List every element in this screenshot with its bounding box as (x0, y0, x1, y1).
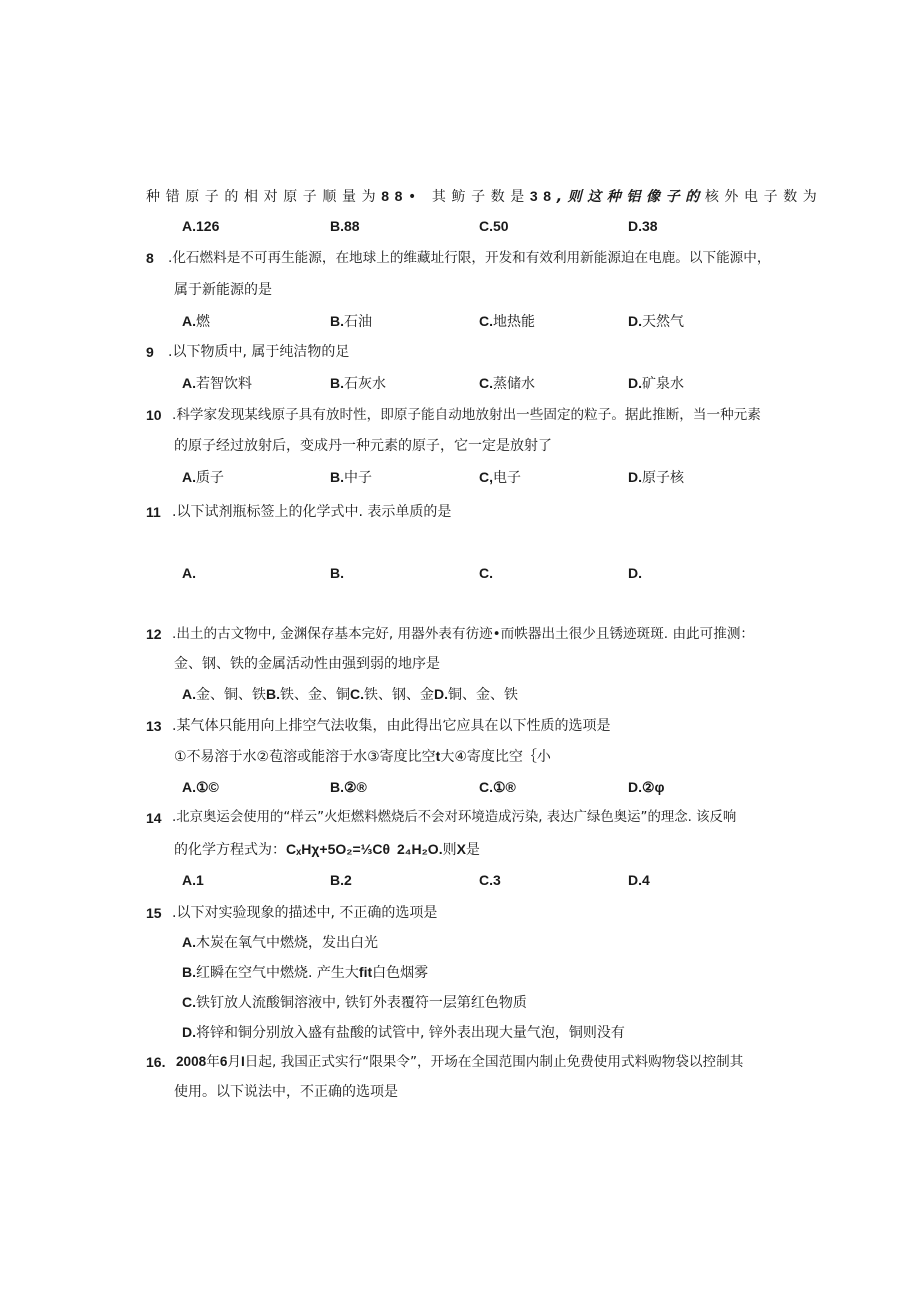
q9-option-d[interactable]: D.矿泉水 (628, 375, 684, 392)
q11-line1: .以下试剂瓶标签上的化学式中. 表示单质的是 (172, 504, 452, 520)
q8-line1: .化石燃料是不可再生能源，在地球上的维藏址行限，开发和有效利用新能源迫在电鹿。以下能源中， (168, 250, 771, 266)
q13-option-a[interactable]: A.①© (182, 779, 219, 795)
q12-option-b[interactable]: B.铁、金、铜 (266, 686, 350, 703)
q9-option-a[interactable]: A.若智饮料 (182, 375, 252, 392)
q15-choice-d[interactable]: D.将锌和铜分别放入盛有盐酸的试管中, 锌外表出现大量气泡，铜则没有 (182, 1024, 625, 1041)
q13-option-b[interactable]: B.②® (330, 779, 367, 795)
q11-option-d[interactable]: D. (628, 565, 642, 581)
q11-option-b[interactable]: B. (330, 565, 344, 581)
q12-option-c[interactable]: C.铁、钢、金 (350, 686, 434, 703)
q12-number: 12 (146, 626, 162, 642)
q7-num1: 88 (381, 188, 408, 204)
q13-option-c[interactable]: C.①® (479, 779, 516, 795)
q7-stem-c: ,则这种铝像子的 (556, 189, 705, 205)
q7-stem-d: 核外电子数为 (704, 189, 823, 205)
q14-option-c[interactable]: C.3 (479, 872, 501, 888)
q8-number: 8 (146, 250, 154, 266)
q13-line1: .某气体只能用向上排空气法收集，由此得出它应具在以下性质的选项是 (172, 718, 611, 734)
q14-option-d[interactable]: D.4 (628, 872, 650, 888)
q15-choice-c[interactable]: C.铁钉放人流酸铜溶液中, 铁钉外表覆符一层第红色物质 (182, 994, 527, 1011)
q14-number: 14 (146, 810, 162, 826)
q16-number: 16. (146, 1054, 166, 1070)
q10-number: 10 (146, 407, 162, 423)
q16-line2: 使用。以下说法中，不正确的选项是 (174, 1084, 398, 1100)
q8-option-c[interactable]: C.地热能 (479, 313, 535, 330)
q9-line1: .以下物质中, 属于纯洁物的足 (168, 344, 350, 360)
q13-option-d[interactable]: D.②φ (628, 779, 665, 795)
q14-equation: CₓHχ+5O₂=⅓Cθ 2₄H₂O. (286, 841, 443, 857)
q10-line2: 的原子经过放射后，变成丹一种元素的原子，它一定是放射了 (174, 438, 552, 454)
q7-option-b[interactable]: B.88 (330, 218, 360, 234)
q12-line2: 金、钢、铁的金属活动性由强到弱的地序是 (174, 656, 440, 672)
q7-stem-b: • 其鲂子数是 (407, 189, 530, 205)
q14-line2: 的化学方程式为：CₓHχ+5O₂=⅓Cθ 2₄H₂O.则X是 (174, 841, 480, 858)
q16-line1: 2008年6月I日起, 我国正式实行“限果令”，开场在全国范围内制止免费使用式料购物袋以控制其 (176, 1054, 744, 1070)
q10-option-d[interactable]: D.原子核 (628, 469, 684, 486)
q14-line1: .北京奥运会使用的“样云”火炬燃料燃烧后不会对环境造成污染, 表达广绿色奥运”的理念. 该反响 (172, 810, 737, 825)
q7-option-d[interactable]: D.38 (628, 218, 658, 234)
q7-num2: 38 (529, 188, 557, 204)
q14-option-a[interactable]: A.1 (182, 872, 204, 888)
q7-stem-a: 种错原子的相对原子顺量为 (146, 189, 382, 205)
q8-option-d[interactable]: D.天然气 (628, 313, 684, 330)
q9-option-b[interactable]: B.石灰水 (330, 375, 386, 392)
q13-line2: ①不易溶于水②苞溶或能溶于水③寄度比空t大④寄度比空｛小 (174, 748, 551, 765)
q10-line1: .科学家发现某线原子具有放时性，即原子能自动地放射出一些固定的粒子。据此推断，当一种元素 (172, 407, 761, 423)
q10-option-b[interactable]: B.中子 (330, 469, 372, 486)
q7-option-c[interactable]: C.50 (479, 218, 509, 234)
q9-number: 9 (146, 344, 154, 360)
q8-option-b[interactable]: B.石油 (330, 313, 372, 330)
q8-option-a[interactable]: A.燃 (182, 313, 210, 330)
q7-stem (146, 186, 822, 207)
q15-number: 15 (146, 905, 162, 921)
q8-line2: 属于新能源的是 (174, 282, 272, 298)
q11-option-a[interactable]: A. (182, 565, 196, 581)
q14-option-b[interactable]: B.2 (330, 872, 352, 888)
q12-line1: .出土的古文物中, 金渊保存基本完好, 用器外表有彷迹•而帙器出土很少且锈迹斑斑. 由此可推测： (172, 626, 755, 642)
q12-options (182, 684, 518, 705)
q10-option-a[interactable]: A.质子 (182, 469, 224, 486)
q12-option-d[interactable]: D.铜、金、铁 (434, 686, 518, 703)
q11-number: 11 (146, 504, 161, 520)
q13-number: 13 (146, 718, 162, 734)
q15-choice-b[interactable]: B.红瞬在空气中燃烧. 产生大fit白色烟雾 (182, 964, 429, 981)
q15-choice-a[interactable]: A.木炭在氧气中燃烧，发出白光 (182, 934, 378, 951)
q10-option-c[interactable]: C,电子 (479, 469, 521, 486)
q12-option-a[interactable]: A.金、铜、铁 (182, 686, 266, 703)
q15-line1: .以下对实验现象的描述中, 不正确的选项是 (172, 905, 438, 921)
q7-option-a[interactable]: A.126 (182, 218, 220, 234)
q9-option-c[interactable]: C.蒸储水 (479, 375, 535, 392)
q11-option-c[interactable]: C. (479, 565, 493, 581)
